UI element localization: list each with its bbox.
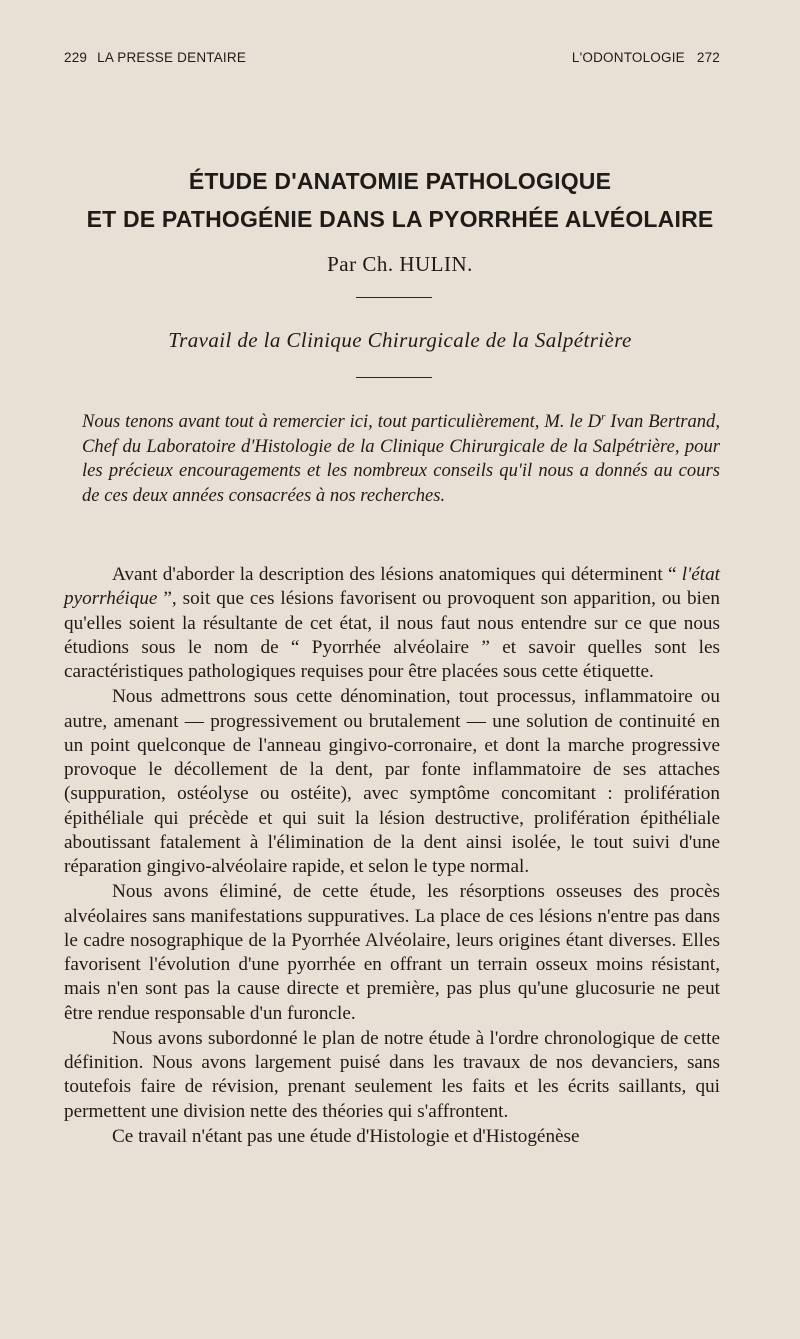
acknowledgement-paragraph (82, 410, 720, 508)
ack-superscript: r (601, 410, 606, 423)
p1-text-start: Avant d'aborder la description des lésions anatomiques qui déterminent “ (112, 564, 682, 585)
divider-rule (356, 377, 432, 378)
body-paragraph-5: Ce travail n'étant pas une étude d'Histologie et d'Histogénèse (112, 1125, 580, 1147)
body-paragraph-4: Nous avons subordonné le plan de notre étude à l'ordre chronologique de cette définition. Nous avons largement puisé dans les travaux de nos devanciers, sans toutefois faire de révision, prenant seulement les faits et les écrits saillants, qui permettent une division nette des théories qui s'affrontent. (64, 1027, 720, 1122)
page-number-right: 272 (696, 50, 720, 65)
p1-text-end: ”, soit que ces lésions favorisent ou provoquent son apparition, ou bien qu'elles soient la résultante de cet état, il nous faut nous entendre sur ce que nous étudions sous le nom de “ Pyorrhée alvéolaire ” et savoir quelles sont les caractéristiques pathologiques requises pour être placées sous cette étiquette. (64, 588, 720, 682)
divider-rule (356, 297, 432, 298)
journal-title-right: L'ODONTOLOGIE (571, 50, 685, 65)
body-paragraph-3: Nous avons éliminé, de cette étude, les résorptions osseuses des procès alvéolaires sans manifestations suppuratives. La place de ces lésions n'entre pas dans le cadre nosographique de la Pyorrhée Alvéolaire, leurs origines étant diverses. Elles favorisent l'évolution d'une pyorrhée en offrant un terrain osseux moins résistant, mais n'en sont pas la cause directe et première, pas plus qu'une glucosurie ne peut être rendue responsable d'un furoncle. (64, 881, 720, 1024)
journal-title-left: LA PRESSE DENTAIRE (97, 50, 247, 65)
body-paragraph-2: Nous admettrons sous cette dénomination, tout processus, inflammatoire ou autre, amenant — progressivement ou brutalement — une solution de continuité en un point quelconque de l'anneau gingivo-corronaire, et dont la marche progressive provoque le décollement de la dent, par fonte inflammatoire de ses attaches (suppuration, ostéolyse ou ostéite), avec symptôme concomitant : prolifération épithéliale qui précède et qui suit la lésion destructive, prolifération épithéliale aboutissant fatalement à l'élimination de la dent ainsi isolée, le tout suivi d'une réparation gingivo-alvéolaire rapide, et selon le type normal. (64, 686, 720, 877)
article-body (64, 563, 720, 1149)
article-subtitle: Travail de la Clinique Chirurgicale de la Salpétrière (168, 328, 632, 352)
page-number-left: 229 (64, 50, 88, 65)
article-title-line-1: ÉTUDE D'ANATOMIE PATHOLOGIQUE (188, 168, 612, 194)
ack-text-end: Ivan Bertrand, Chef du Laboratoire d'Histologie de la Clinique Chirurgicale de la Salpétrière, pour les précieux encouragements et les nombreux conseils qu'il nous a donnés au cours de ces deux années consacrées à nos recherches. (82, 411, 721, 506)
article-author: Par Ch. HULIN. (327, 252, 473, 276)
article-title-line-2: ET DE PATHOGÉNIE DANS LA PYORRHÉE ALVÉOLAIRE (86, 206, 714, 232)
ack-text-start: Nous tenons avant tout à remercier ici, tout particulièrement, M. le D (82, 411, 602, 432)
body-paragraph-1 (64, 563, 720, 684)
running-head-left (64, 50, 246, 65)
running-head-right (572, 50, 720, 65)
p1-quoted-term: l'état pyorrhéique (64, 564, 720, 610)
